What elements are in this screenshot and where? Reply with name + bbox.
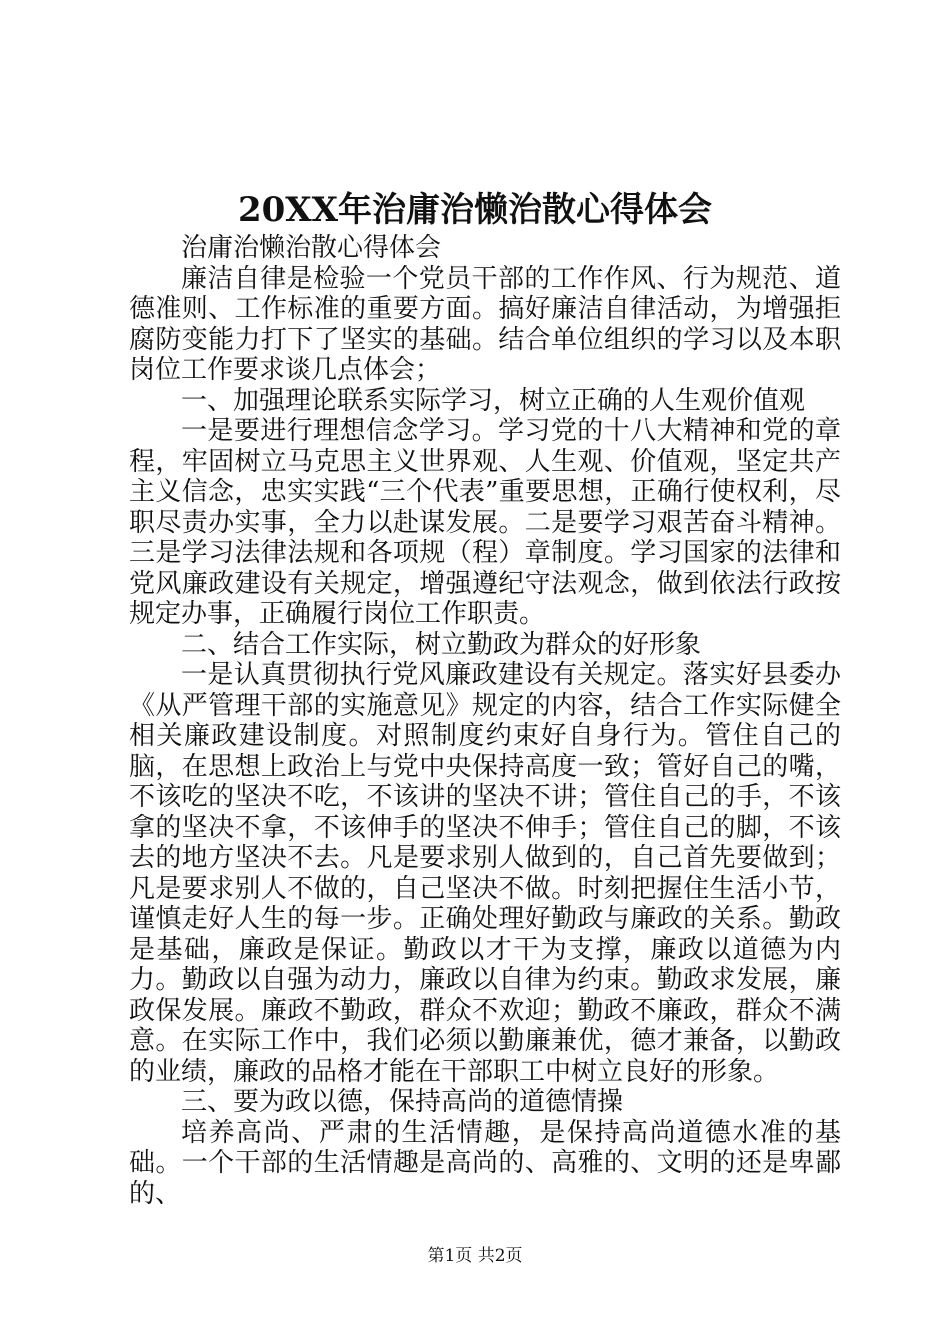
body-paragraph: 廉洁自律是检验一个党员干部的工作作风、行为规范、道德准则、工作标准的重要方面。搞好廉洁自律活动，为增强拒腐防变能力打下了坚实的基础。结合单位组织的学习以及本职岗位工作要求谈几点体会； (129, 263, 841, 385)
section-heading: 一、加强理论联系实际学习，树立正确的人生观价值观 (181, 385, 806, 416)
document-body (129, 233, 841, 1209)
document-title: 20XX年治庸治懒治散心得体会 (237, 190, 713, 230)
body-paragraph: 一是认真贯彻执行党风廉政建设有关规定。落实好县委办《从严管理干部的实施意见》规定的内容，结合工作实际健全相关廉政建设制度。对照制度约束好自身行为。管住自己的脑，在思想上政治上与党中央保持高度一致；管好自己的嘴，不该吃的坚决不吃，不该讲的坚决不讲；管住自己的手，不该拿的坚决不拿，不该伸手的坚决不伸手；管住自己的脚，不该去的地方坚决不去。凡是要求别人做到的，自己首先要做到；凡是要求别人不做的，自己坚决不做。时刻把握住生活小节，谨慎走好人生的每一步。正确处理好勤政与廉政的关系。勤政是基础，廉政是保证。勤政以才干为支撑，廉政以道德为内力。勤政以自强为动力，廉政以自律为约束。勤政求发展，廉政保发展。廉政不勤政，群众不欢迎；勤政不廉政，群众不满意。在实际工作中，我们必须以勤廉兼优，德才兼备，以勤政的业绩，廉政的品格才能在干部职工中树立良好的形象。 (129, 660, 841, 1087)
section-heading: 二、结合工作实际，树立勤政为群众的好形象 (181, 629, 702, 660)
body-paragraph: 培养高尚、严肃的生活情趣，是保持高尚道德水准的基础。一个干部的生活情趣是高尚的、高雅的、文明的还是卑鄙的、 (129, 1117, 841, 1209)
body-paragraph: 治庸治懒治散心得体会 (181, 233, 442, 263)
section-heading: 三、要为政以德，保持高尚的道德情操 (181, 1087, 624, 1117)
page-number-footer: 第1页 共2页 (427, 1246, 523, 1266)
body-paragraph: 一是要进行理想信念学习。学习党的十八大精神和党的章程，牢固树立马克思主义世界观、人生观、价值观，坚定共产主义信念，忠实实践“三个代表”重要思想，正确行使权利，尽职尽责办实事，全力以赴谋发展。二是要学习艰苦奋斗精神。三是学习法律法规和各项规（程）章制度。学习国家的法律和党风廉政建设有关规定，增强遵纪守法观念，做到依法行政按规定办事，正确履行岗位工作职责。 (129, 416, 841, 629)
